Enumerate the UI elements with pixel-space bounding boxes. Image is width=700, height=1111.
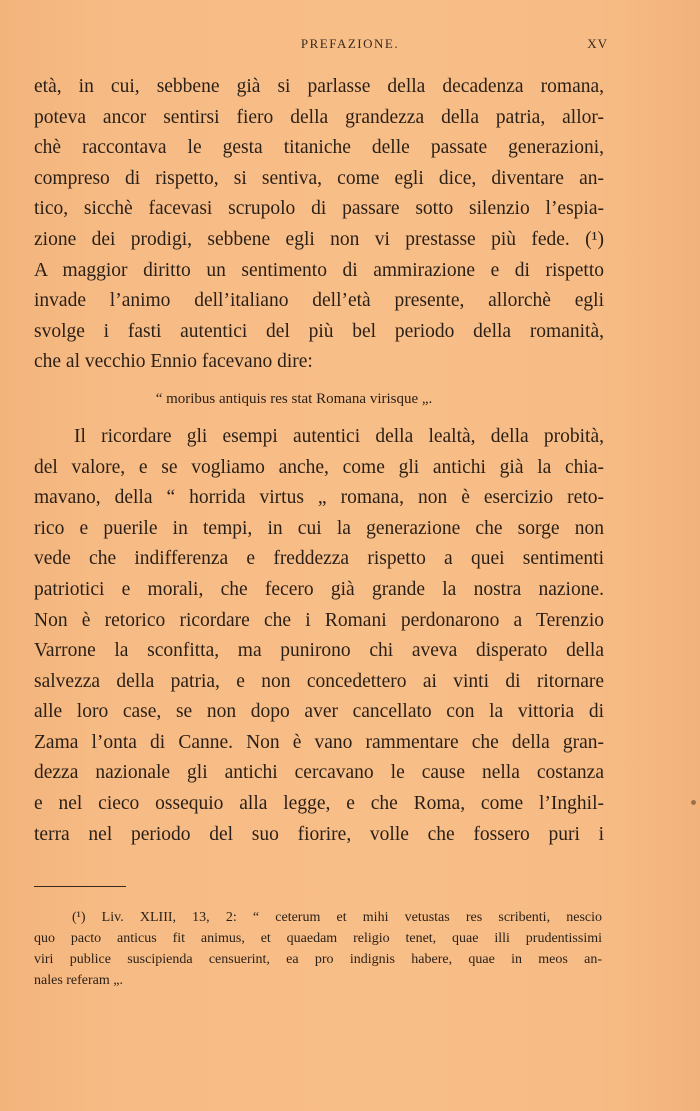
main-text xyxy=(34,72,604,850)
text-line: Il ricordare gli esempi autentici della lealtà, della probità, xyxy=(74,425,604,447)
text-line: Non è retorico ricordare che i Romani perdonarono a Terenzio xyxy=(34,609,604,631)
page-number: XV xyxy=(587,36,608,51)
text-line: mavano, della “ horrida virtus „ romana, non è esercizio reto- xyxy=(34,487,604,509)
text-line: età, in cui, sebbene già si parlasse della decadenza romana, xyxy=(34,76,604,97)
footnote-line: viri publice suscipienda censuerint, ea pro indignis habere, quae in meos an- xyxy=(34,952,602,967)
footnote-line: nales referam „. xyxy=(34,973,123,988)
running-title: PREFAZIONE. xyxy=(300,36,400,51)
text-line: del valore, e se vogliamo anche, come gli antichi già la chia- xyxy=(34,456,604,478)
text-line: svolge i fasti autentici del più bel periodo della romanità, xyxy=(34,320,604,342)
paper-speck xyxy=(691,800,696,805)
text-line: terra nel periodo del suo fiorire, volle che fossero puri i xyxy=(34,823,604,845)
text-line: vede che indifferenza e freddezza rispetto a quei sentimenti xyxy=(34,548,604,570)
text-line: chè raccontava le gesta titaniche delle passate generazioni, xyxy=(34,137,604,159)
paragraph-continuation xyxy=(34,72,604,378)
text-line: alle loro case, se non dopo aver cancellato con la vittoria di xyxy=(34,701,604,723)
footnote-line: quo pacto anticus fit animus, et quaedam religio tenet, quae illi prudentissimi xyxy=(34,931,602,946)
text-line: dezza nazionale gli antichi cercavano le cause nella costanza xyxy=(34,762,604,784)
text-line: invade l’animo dell’italiano dell’età presente, allorchè egli xyxy=(34,290,604,312)
page-header xyxy=(0,36,700,56)
text-line: poteva ancor sentirsi fiero della grandezza della patria, allor- xyxy=(34,106,604,128)
text-line: zione dei prodigi, sebbene egli non vi prestasse più fede. (¹) xyxy=(34,228,604,250)
text-line: che al vecchio Ennio facevano dire: xyxy=(34,351,313,373)
text-line: A maggior diritto un sentimento di ammirazione e di rispetto xyxy=(34,259,604,281)
footnote-line: (¹) Liv. XLIII, 13, 2: “ ceterum et mihi vetustas res scribenti, nescio xyxy=(72,910,602,925)
ennius-quotation: “ moribus antiquis res stat Romana virisque „. xyxy=(155,390,433,407)
text-line: e nel cieco ossequio alla legge, e che Roma, come l’Inghil- xyxy=(34,793,604,815)
text-line: compreso di rispetto, si sentiva, come egli dice, diventare an- xyxy=(34,167,604,189)
text-line: rico e puerile in tempi, in cui la generazione che sorge non xyxy=(34,517,604,539)
footnote-divider xyxy=(34,886,126,887)
text-line: Varrone la sconfitta, ma punirono chi aveva disperato della xyxy=(34,640,604,662)
text-line: salvezza della patria, e non concedettero ai vinti di ritornare xyxy=(34,670,604,692)
text-line: tico, sicchè facevasi scrupolo di passare sotto silenzio l’espia- xyxy=(34,198,604,220)
text-line: patriotici e morali, che fecero già grande la nostra nazione. xyxy=(34,578,604,600)
footnote xyxy=(34,907,602,991)
text-line: Zama l’onta di Canne. Non è vano rammentare che della gran- xyxy=(34,731,604,753)
paragraph xyxy=(34,422,604,850)
